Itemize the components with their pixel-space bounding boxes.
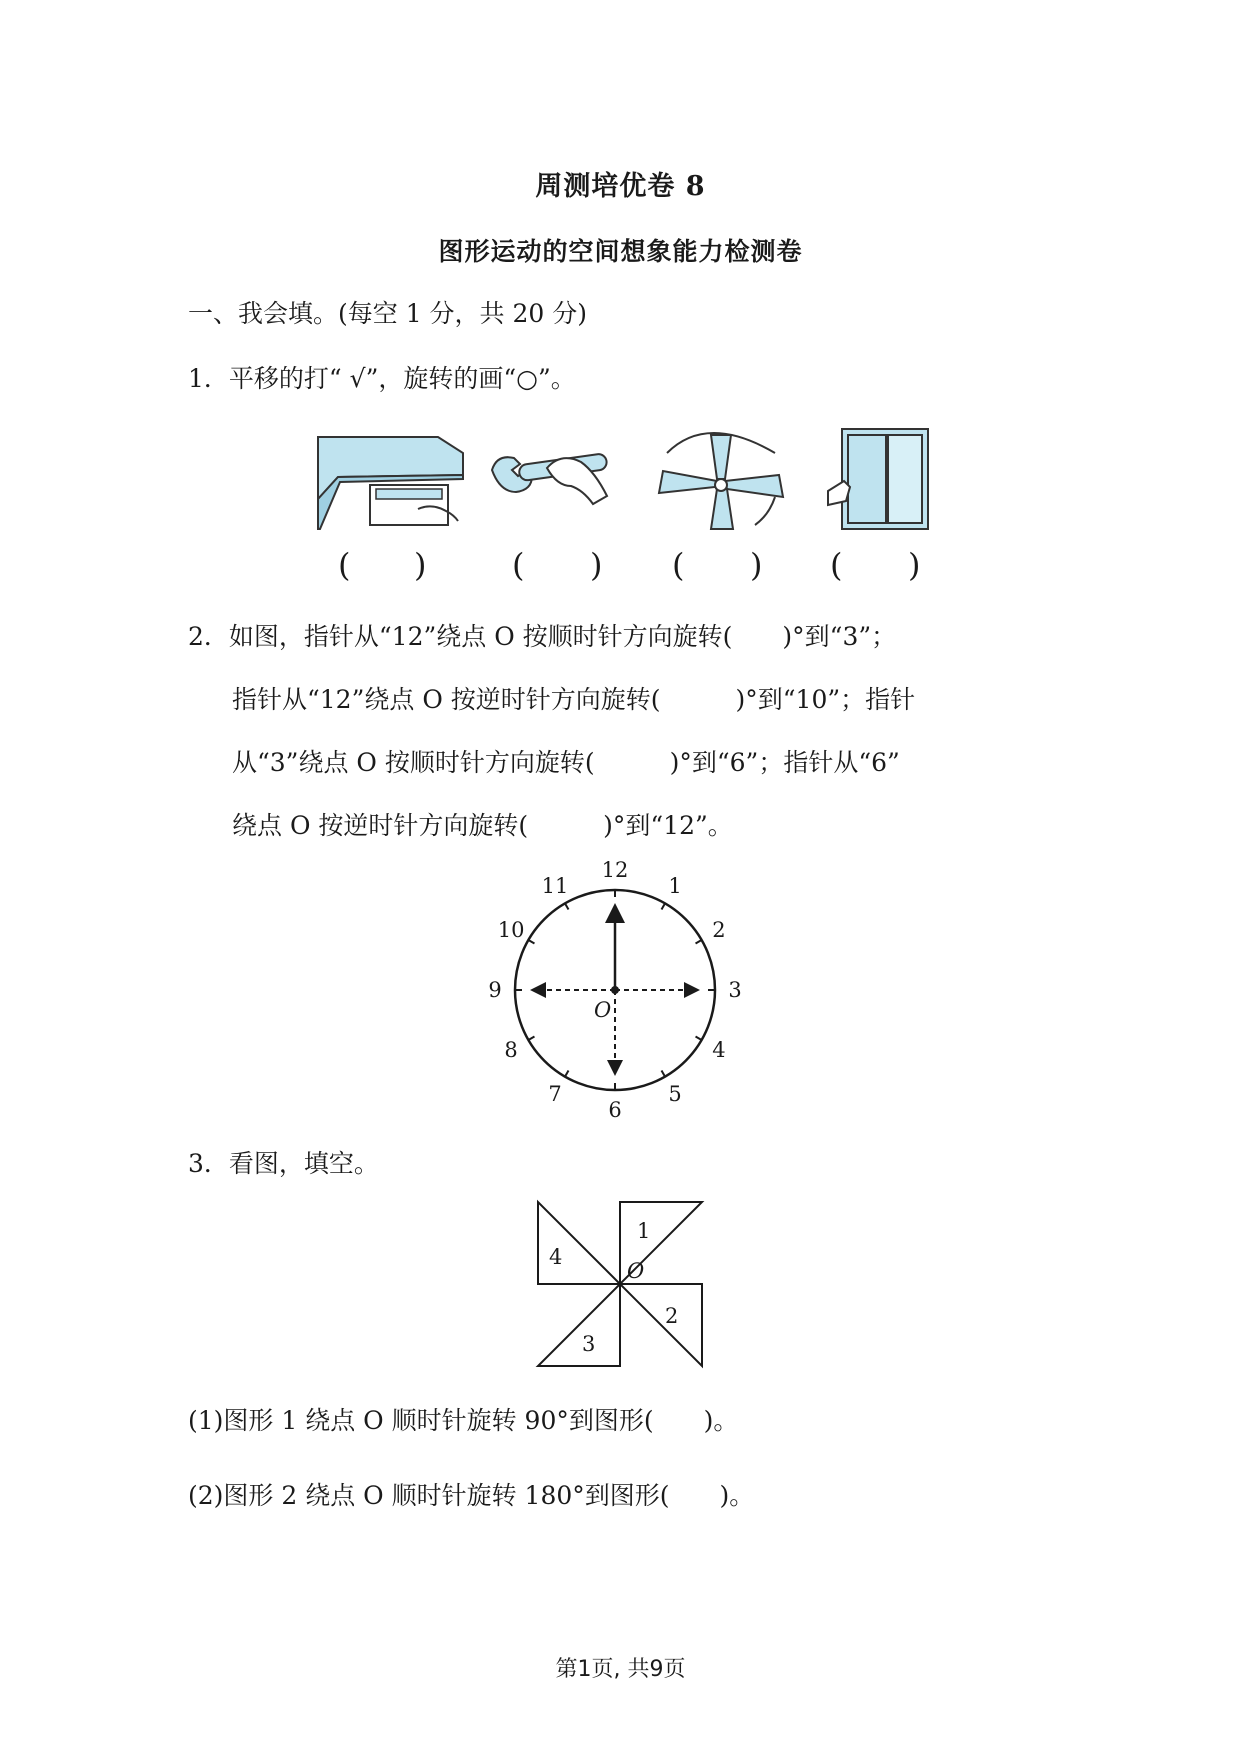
clock-tick: [565, 1071, 569, 1077]
sliding-window-icon: [828, 425, 933, 533]
pinwheel-label-4: 4: [549, 1245, 563, 1269]
clock-number-1: 1: [668, 874, 682, 899]
clock-number-4: 4: [712, 1038, 726, 1062]
pinwheel-triangle-2: [620, 1284, 702, 1366]
fan-icon: [655, 425, 787, 533]
question-2-line-3: 从“3”绕点 O 按顺时针方向旋转( )°到“6”；指针从“6”: [232, 748, 900, 777]
clock-number-12: 12: [601, 858, 629, 882]
answer-paren-close-3: ): [750, 546, 763, 584]
question-3-sub-1: (1)图形 1 绕点 O 顺时针旋转 90°到图形( )。: [188, 1406, 739, 1435]
answer-paren-open-4: (: [830, 546, 843, 584]
clock-tick: [565, 903, 569, 909]
pinwheel-triangle-4: [538, 1202, 620, 1284]
clock-center-label: O: [594, 998, 612, 1022]
answer-paren-close-1: ): [414, 546, 427, 584]
clock-number-9: 9: [488, 978, 502, 1002]
answer-paren-open-1: (: [338, 546, 351, 584]
page-footer: 第1页, 共9页: [555, 1657, 686, 1682]
page-title: 周测培优卷 8: [535, 171, 706, 202]
question-3: 3．看图，填空。: [188, 1149, 379, 1178]
pinwheel-triangle-3: [538, 1284, 620, 1366]
pinwheel-label-2: 2: [665, 1304, 679, 1328]
clock-tick: [696, 1037, 702, 1041]
clock-tick: [528, 1037, 534, 1041]
clock-tick: [662, 1071, 666, 1077]
clock-tick: [696, 940, 702, 944]
answer-paren-close-4: ): [908, 546, 921, 584]
question-2-line-2: 指针从“12”绕点 O 按逆时针方向旋转( )°到“10”；指针: [232, 685, 916, 714]
clock-number-11: 11: [541, 874, 569, 899]
clock-number-5: 5: [668, 1081, 682, 1106]
clock-number-10: 10: [497, 918, 525, 942]
pinwheel-label-1: 1: [637, 1219, 651, 1243]
question-2-line-1: 2．如图，指针从“12”绕点 O 按顺时针方向旋转( )°到“3”；: [188, 622, 897, 651]
pinwheel-diagram: [535, 1198, 710, 1373]
page-subtitle: 图形运动的空间想象能力检测卷: [438, 237, 803, 266]
question-3-sub-2: (2)图形 2 绕点 O 顺时针旋转 180°到图形( )。: [188, 1481, 755, 1510]
answer-paren-open-2: (: [512, 546, 525, 584]
answer-paren-open-3: (: [672, 546, 685, 584]
clock-number-7: 7: [548, 1081, 562, 1106]
answer-paren-close-2: ): [590, 546, 603, 584]
section-heading: 一、我会填。(每空 1 分，共 20 分): [188, 299, 588, 328]
clock-tick: [528, 940, 534, 944]
wrench-icon: [487, 440, 612, 515]
drawer-icon: [318, 425, 468, 533]
clock-tick: [662, 903, 666, 909]
question-1: 1．平移的打“ √”，旋转的画“○”。: [188, 364, 576, 393]
clock-number-6: 6: [608, 1098, 622, 1122]
pinwheel-label-3: 3: [582, 1332, 596, 1356]
clock-number-3: 3: [728, 978, 742, 1002]
pinwheel-center-label: O: [627, 1259, 645, 1283]
question-2-line-4: 绕点 O 按逆时针方向旋转( )°到“12”。: [232, 811, 733, 840]
clock-center-point: [611, 986, 619, 994]
clock-diagram: [490, 860, 750, 1120]
clock-number-2: 2: [712, 918, 726, 942]
clock-number-8: 8: [504, 1038, 518, 1062]
